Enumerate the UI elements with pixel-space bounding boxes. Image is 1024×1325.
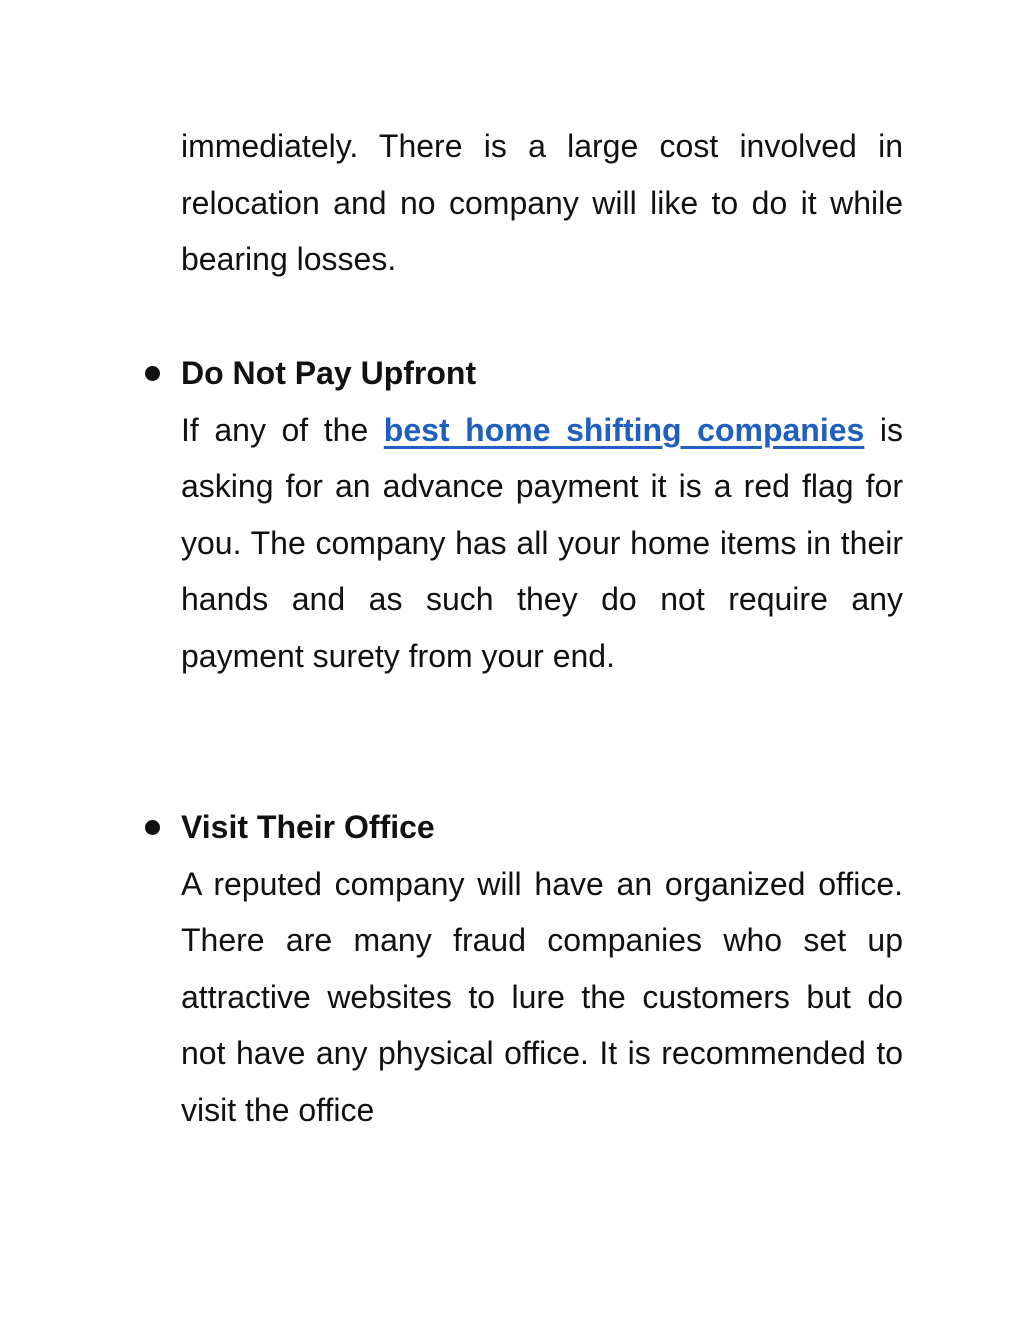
list-item-visit-their-office	[181, 799, 903, 1138]
best-home-shifting-companies-link[interactable]: best home shifting companies	[383, 411, 865, 448]
list-item-do-not-pay-upfront	[181, 345, 903, 684]
bullet-icon	[145, 820, 160, 835]
section-body: A reputed company will have an organized office. There are many fraud companies who set up attractive websites to lure the customers but do not have any physical office. It is recommended to visit the office	[181, 865, 903, 1128]
section-heading-text: Visit Their Office	[181, 809, 435, 845]
body-text-after-link: is asking for an advance payment it is a red flag for you. The company has all your home items in their hands and as such they do not require any payment surety from your end.	[181, 411, 903, 674]
body-text-before-link: If any of the	[181, 411, 384, 448]
section-heading	[181, 345, 903, 402]
section-heading	[181, 799, 903, 856]
section-body	[181, 402, 903, 685]
bullet-icon	[145, 366, 160, 381]
section-heading-text: Do Not Pay Upfront	[181, 355, 477, 391]
intro-paragraph: immediately. There is a large cost involved in relocation and no company will like to do it while bearing losses.	[181, 128, 903, 277]
